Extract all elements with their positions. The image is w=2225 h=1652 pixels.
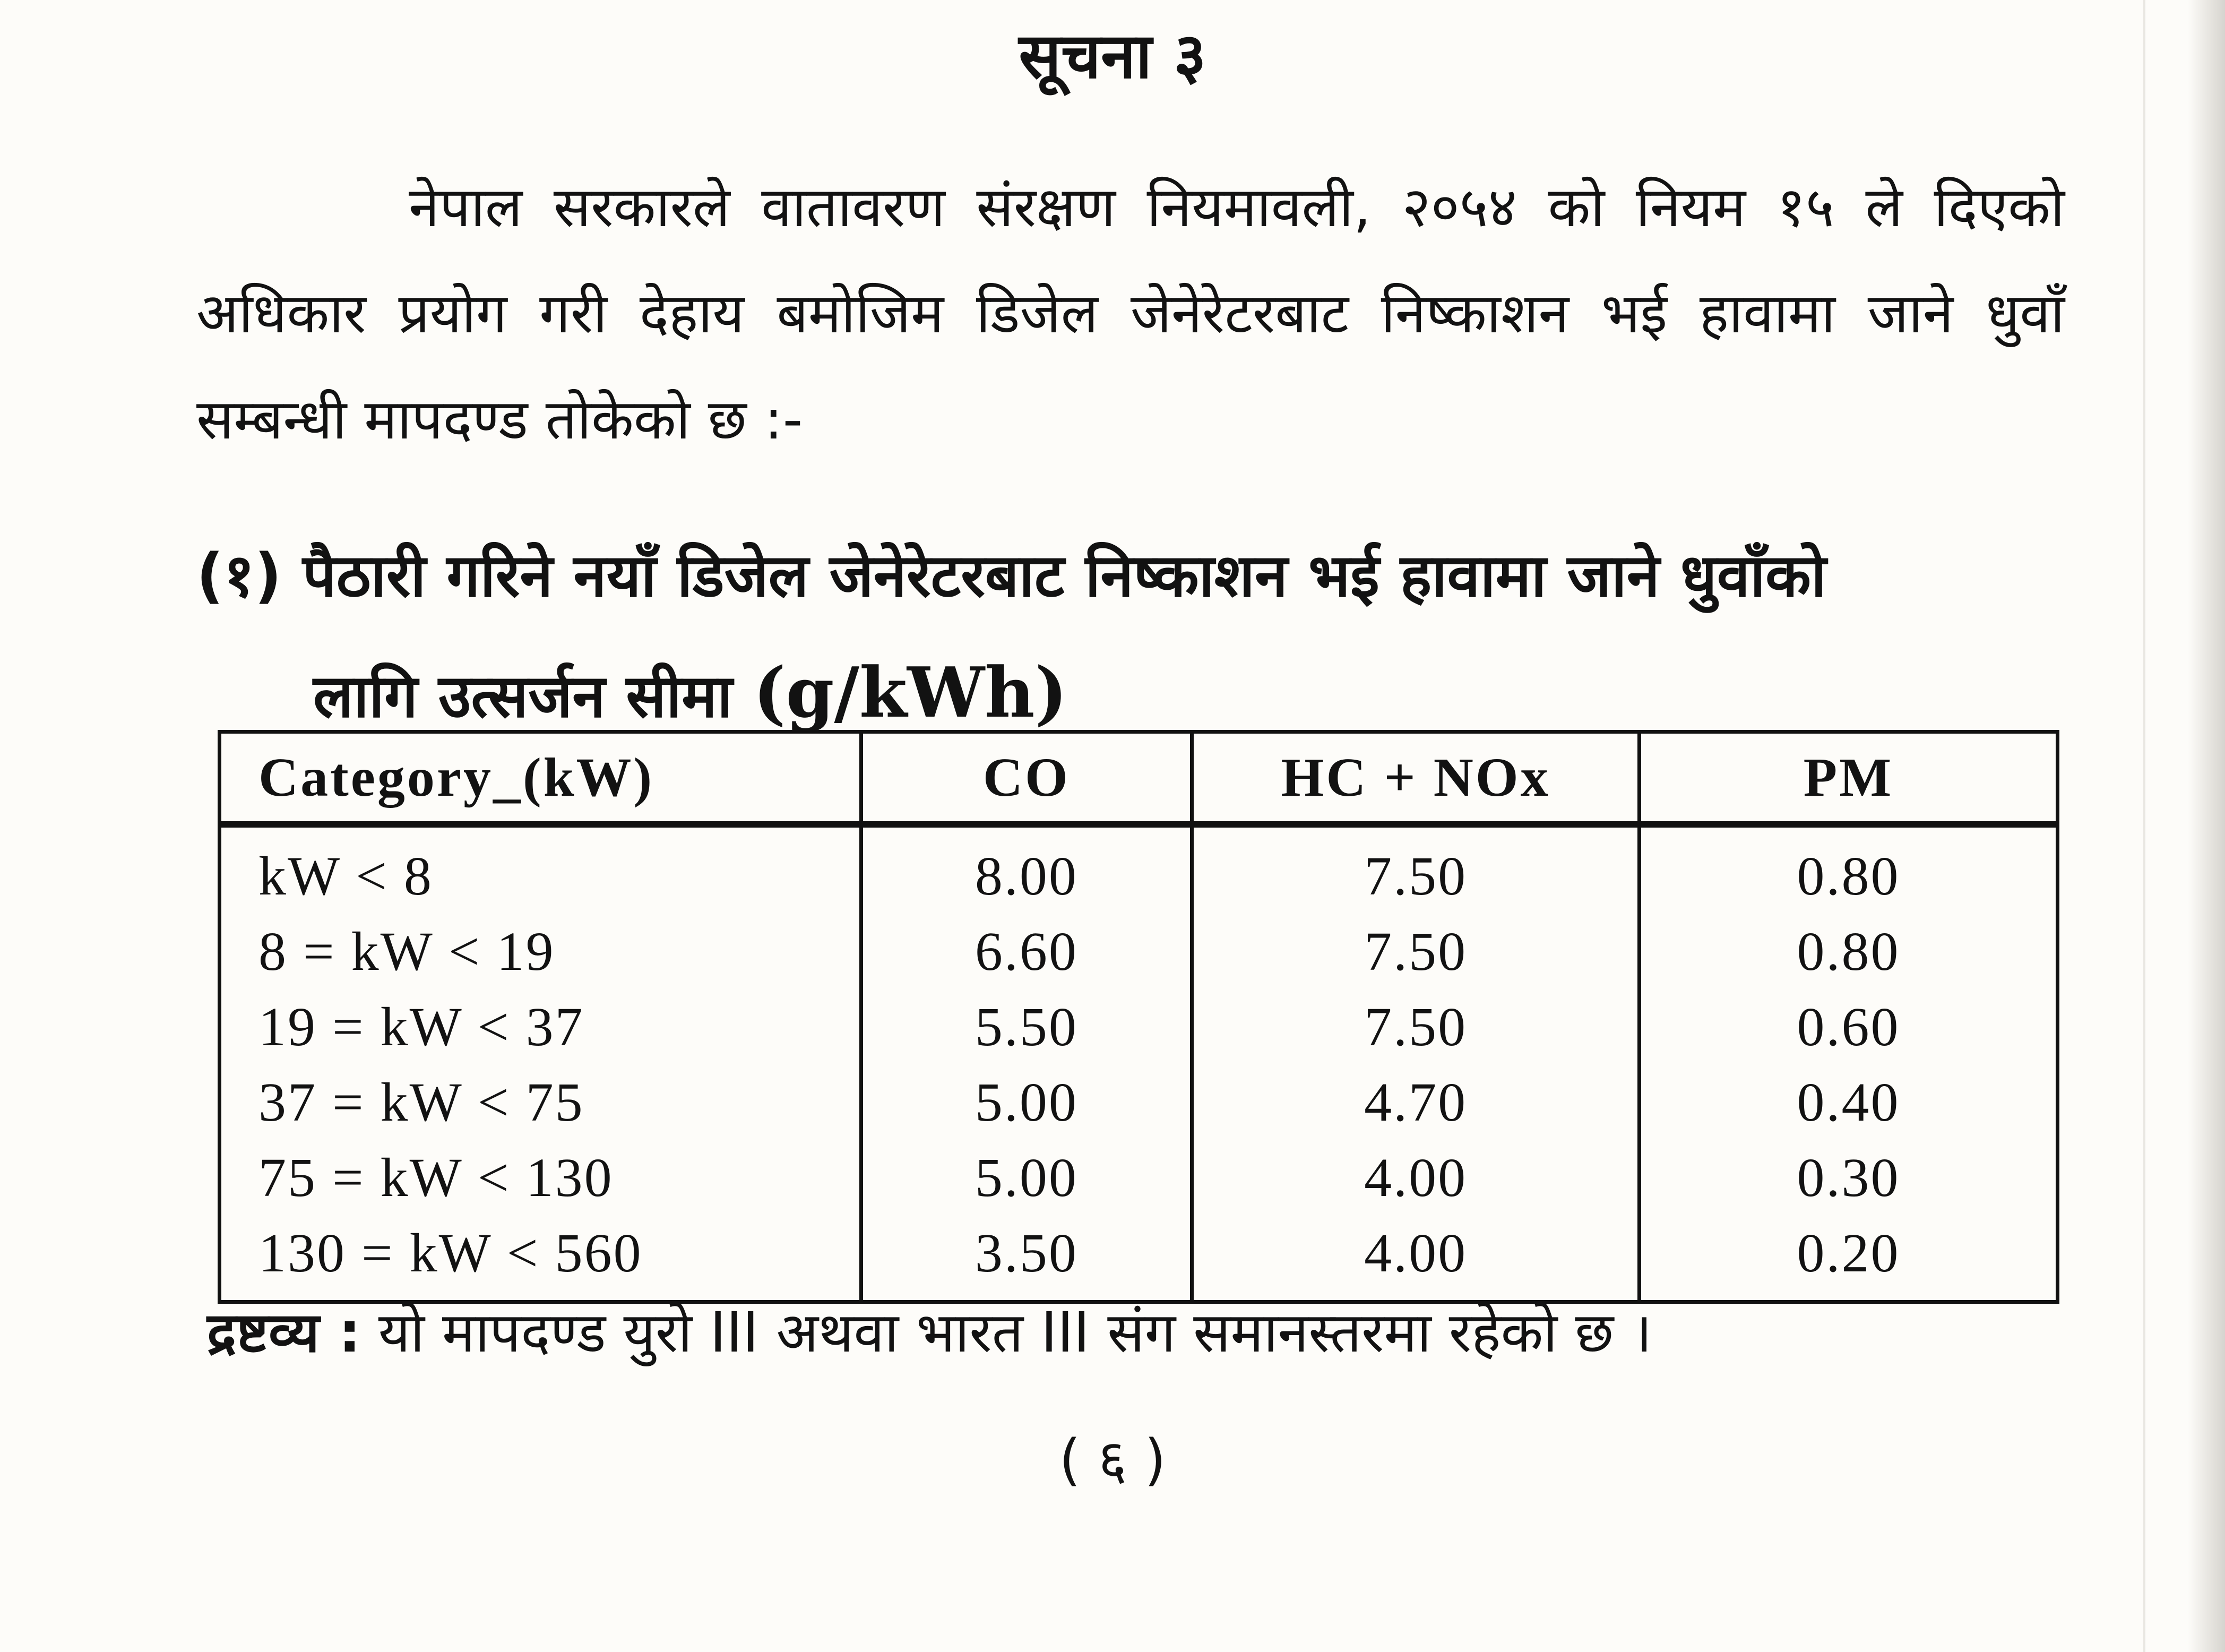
cell-category: 8 = kW < 19 <box>220 914 861 989</box>
cell-category: kW < 8 <box>220 824 861 914</box>
table-row <box>220 824 2058 914</box>
cell-co: 8.00 <box>861 824 1192 914</box>
cell-co: 5.00 <box>861 1064 1192 1140</box>
cell-category: 37 = kW < 75 <box>220 1064 861 1140</box>
cell-category: 75 = kW < 130 <box>220 1140 861 1215</box>
header-category: Category_(kW) <box>220 732 861 825</box>
intro-paragraph <box>196 154 2065 472</box>
cell-pm: 0.40 <box>1797 1071 1900 1133</box>
header-co: CO <box>861 732 1192 825</box>
clause-text-continued: लागि उत्सर्जन सीमा <box>313 662 733 731</box>
cell-hc-nox: 7.50 <box>1192 989 1640 1064</box>
clause-1 <box>196 518 2086 755</box>
emission-limits-table <box>218 730 2059 1304</box>
cell-category: 19 = kW < 37 <box>220 989 861 1064</box>
cell-hc-nox: 4.00 <box>1192 1140 1640 1215</box>
cell-pm: 0.20 <box>1797 1222 1900 1284</box>
cell-co: 5.50 <box>861 989 1192 1064</box>
note <box>207 1279 2065 1386</box>
intro-text: नेपाल सरकारले वातावरण संरक्षण नियमावली, २०५४ को नियम १५ ले दिएको अधिकार प्रयोग गरी देहाय बमोजिम डिजेल जेनेरेटरबाट निष्काशन भई हावामा जाने धुवाँ सम्बन्धी मापदण्ड तोकेको छ :- <box>196 175 2065 452</box>
notice-title: सूचना ३ <box>1019 19 1206 92</box>
clause-unit: (g/kWh) <box>753 652 1068 733</box>
page-fold-line <box>2143 0 2145 1652</box>
header-pm: PM <box>1640 732 2058 825</box>
table-row <box>220 989 2058 1064</box>
page-edge-shadow <box>2188 0 2225 1652</box>
clause-text: पैठारी गरिने नयाँ डिजेल जेनेरेटरबाट निष्काशन भई हावामा जाने धुवाँको <box>303 541 1827 610</box>
cell-pm: 0.80 <box>1797 845 1900 907</box>
clause-number: (१) <box>196 541 282 610</box>
cell-hc-nox: 4.00 <box>1192 1215 1640 1302</box>
cell-pm: 0.80 <box>1797 920 1900 982</box>
table-row <box>220 1140 2058 1215</box>
cell-hc-nox: 7.50 <box>1192 914 1640 989</box>
cell-pm: 0.30 <box>1797 1147 1900 1208</box>
cell-co: 3.50 <box>861 1215 1192 1302</box>
cell-hc-nox: 7.50 <box>1192 824 1640 914</box>
clause-1-line1 <box>196 518 2086 634</box>
note-label: द्रष्टव्य : <box>207 1300 361 1365</box>
table-row <box>220 914 2058 989</box>
table-row <box>220 1064 2058 1140</box>
header-hc-nox: HC + NOx <box>1192 732 1640 825</box>
cell-hc-nox: 4.70 <box>1192 1064 1640 1140</box>
cell-pm: 0.60 <box>1797 996 1900 1057</box>
cell-co: 6.60 <box>861 914 1192 989</box>
note-text: यो मापदण्ड युरो III अथवा भारत III संग समानस्तरमा रहेको छ । <box>378 1300 1652 1365</box>
table-header-row <box>220 732 2058 825</box>
cell-category: 130 = kW < 560 <box>220 1215 861 1302</box>
cell-co: 5.00 <box>861 1140 1192 1215</box>
page-number: ( ६ ) <box>1059 1427 1166 1492</box>
